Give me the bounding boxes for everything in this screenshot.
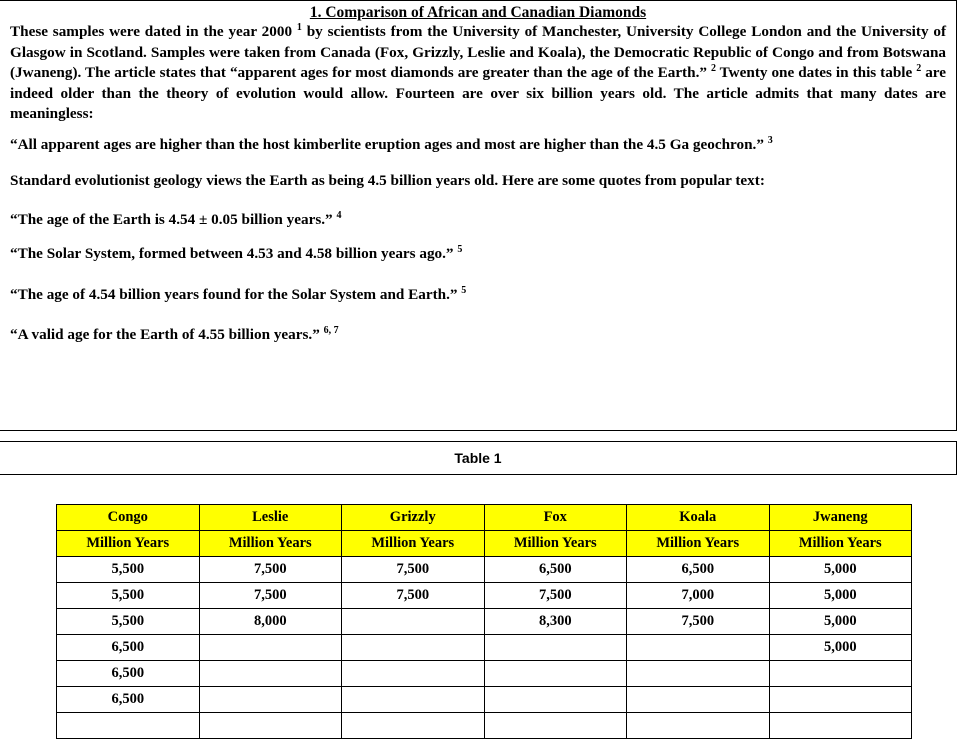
table-cell bbox=[769, 661, 912, 687]
table-header bbox=[57, 505, 912, 557]
diamond-ages-table bbox=[56, 504, 912, 739]
table-cell bbox=[484, 635, 627, 661]
table-cell bbox=[342, 687, 485, 713]
quote-valid-age-ref: 6, 7 bbox=[323, 325, 339, 336]
column-names-row bbox=[57, 505, 912, 531]
quote-earth-age-ref: 4 bbox=[336, 209, 342, 221]
table-caption-bar bbox=[0, 441, 957, 475]
table-cell bbox=[484, 713, 627, 739]
table-cell bbox=[342, 609, 485, 635]
table-cell bbox=[342, 713, 485, 739]
table-cell bbox=[769, 713, 912, 739]
unit-header: Million Years bbox=[484, 531, 627, 557]
intro-text-d: are indeed older than the theory of evolution would allow. Fourteen are over six billion years old. The article admits that many dates are meaningless: bbox=[10, 64, 947, 122]
ref-1: 1 bbox=[296, 22, 302, 33]
quote-kimberlite-ref: 3 bbox=[767, 134, 773, 146]
article-title: 1. Comparison of African and Canadian Diamonds bbox=[309, 4, 647, 21]
quote-solar-system bbox=[10, 244, 946, 265]
quote-solar-earth-ref: 5 bbox=[461, 284, 467, 296]
table-cell bbox=[342, 661, 485, 687]
table-cell: 5,500 bbox=[57, 583, 200, 609]
quote-valid-age bbox=[10, 325, 946, 346]
table-cell: 6,500 bbox=[57, 635, 200, 661]
table-cell: 5,500 bbox=[57, 609, 200, 635]
intro-text-b: by scientists from the University of Manchester, University College London and the University of Glasgow in Scotland. Samples were taken from Canada (Fox, Grizzly, Leslie and Koala), the Democratic Republic of Congo and from Botswana (Jwaneng). The article states that “apparent ages for most diamonds are greater than the age of the Earth.” bbox=[10, 23, 947, 81]
table-cell: 7,500 bbox=[484, 583, 627, 609]
table-cell bbox=[199, 713, 342, 739]
table-cell bbox=[484, 687, 627, 713]
column-header-leslie: Leslie bbox=[199, 505, 342, 531]
table-cell: 5,000 bbox=[769, 583, 912, 609]
quote-earth-age-text: “The age of the Earth is 4.54 ± 0.05 billion years.” bbox=[10, 210, 333, 228]
table-cell: 7,500 bbox=[627, 609, 770, 635]
unit-header: Million Years bbox=[342, 531, 485, 557]
table-body bbox=[57, 557, 912, 739]
quote-solar-system-ref: 5 bbox=[457, 244, 463, 255]
table-row bbox=[57, 713, 912, 739]
table-cell: 7,500 bbox=[199, 583, 342, 609]
table-row bbox=[57, 609, 912, 635]
table-cell: 7,500 bbox=[342, 583, 485, 609]
table-cell bbox=[57, 713, 200, 739]
quote-kimberlite bbox=[10, 135, 946, 156]
table-cell: 5,000 bbox=[769, 557, 912, 583]
table-cell: 7,000 bbox=[627, 583, 770, 609]
table-cell bbox=[627, 713, 770, 739]
standard-geology-text: Standard evolutionist geology views the Earth as being 4.5 billion years old. Here are some quotes from popular text: bbox=[10, 172, 765, 189]
column-header-congo: Congo bbox=[57, 505, 200, 531]
unit-header: Million Years bbox=[199, 531, 342, 557]
standard-geology-paragraph bbox=[10, 171, 946, 192]
table-cell bbox=[627, 687, 770, 713]
table-cell: 7,500 bbox=[342, 557, 485, 583]
table-cell bbox=[199, 687, 342, 713]
table-cell: 5,000 bbox=[769, 609, 912, 635]
intro-text-c: Twenty one dates in this table bbox=[719, 64, 913, 81]
table-cell: 7,500 bbox=[199, 557, 342, 583]
table-cell bbox=[199, 635, 342, 661]
quote-valid-age-text: “A valid age for the Earth of 4.55 billion years.” bbox=[10, 326, 320, 343]
table-cell: 6,500 bbox=[57, 661, 200, 687]
quote-solar-system-text: “The Solar System, formed between 4.53 and 4.58 billion years ago.” bbox=[10, 245, 454, 262]
table-row bbox=[57, 635, 912, 661]
intro-paragraph bbox=[10, 22, 946, 125]
table-cell: 5,000 bbox=[769, 635, 912, 661]
quote-kimberlite-text: “All apparent ages are higher than the host kimberlite eruption ages and most are higher than the 4.5 Ga geochron.” bbox=[10, 135, 764, 153]
quote-solar-earth-text: “The age of 4.54 billion years found for the Solar System and Earth.” bbox=[10, 285, 458, 303]
table-row bbox=[57, 687, 912, 713]
column-header-jwaneng: Jwaneng bbox=[769, 505, 912, 531]
units-row bbox=[57, 531, 912, 557]
table-cell bbox=[484, 661, 627, 687]
quote-earth-age bbox=[10, 210, 946, 231]
column-header-fox: Fox bbox=[484, 505, 627, 531]
table-cell: 6,500 bbox=[57, 687, 200, 713]
table-cell bbox=[769, 687, 912, 713]
table-cell: 8,000 bbox=[199, 609, 342, 635]
unit-header: Million Years bbox=[769, 531, 912, 557]
table-cell: 5,500 bbox=[57, 557, 200, 583]
table-row bbox=[57, 583, 912, 609]
table-cell bbox=[627, 635, 770, 661]
table-cell bbox=[627, 661, 770, 687]
unit-header: Million Years bbox=[57, 531, 200, 557]
table-cell bbox=[342, 635, 485, 661]
table-row bbox=[57, 661, 912, 687]
table-cell: 6,500 bbox=[627, 557, 770, 583]
quote-solar-earth bbox=[10, 285, 946, 306]
table-cell bbox=[199, 661, 342, 687]
intro-text-a: These samples were dated in the year 2000 bbox=[10, 23, 293, 40]
table-row bbox=[57, 557, 912, 583]
column-header-koala: Koala bbox=[627, 505, 770, 531]
ref-2: 2 bbox=[710, 63, 716, 74]
ref-3: 2 bbox=[916, 63, 922, 74]
table-caption: Table 1 bbox=[454, 450, 502, 466]
table-cell: 8,300 bbox=[484, 609, 627, 635]
column-header-grizzly: Grizzly bbox=[342, 505, 485, 531]
table-cell: 6,500 bbox=[484, 557, 627, 583]
unit-header: Million Years bbox=[627, 531, 770, 557]
